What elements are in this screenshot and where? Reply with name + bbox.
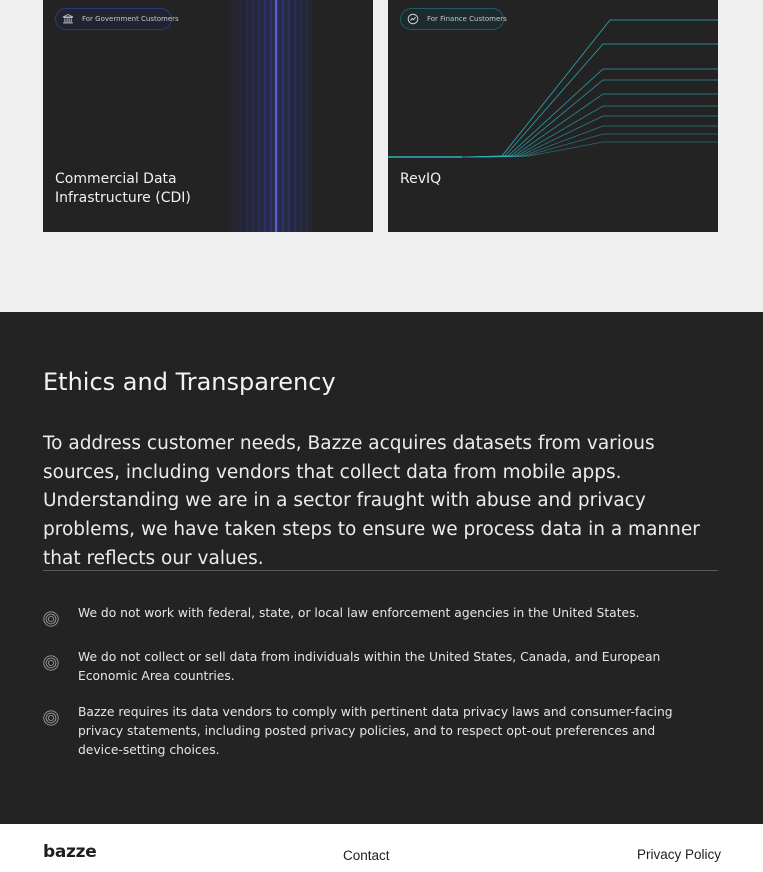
- concentric-circles-icon: [43, 611, 59, 627]
- government-customers-badge: [55, 8, 179, 30]
- building-icon: [62, 13, 74, 25]
- product-title-line: Infrastructure (CDI): [55, 190, 191, 206]
- finance-customers-badge: [400, 8, 507, 30]
- ethics-section: [0, 312, 763, 824]
- product-cards-section: [0, 0, 763, 312]
- product-title: [55, 170, 275, 208]
- section-lead-paragraph: To address customer needs, Bazze acquires datasets from various sources, including vendors that collect data from mobile apps. Understanding we are in a sector fraught with abuse and privacy problems, we have taken steps to ensure we process data in a manner that reflects our values.: [43, 433, 700, 569]
- product-card-cdi[interactable]: [43, 0, 373, 232]
- badge-label: For Finance Customers: [427, 15, 507, 23]
- section-title: Ethics and Transparency: [43, 368, 336, 396]
- concentric-circles-icon: [43, 710, 59, 726]
- policy-text: Bazze requires its data vendors to comply with pertinent data privacy laws and consumer-facing privacy statements, including posted privacy policies, and to respect opt-out preferences and device-setting choices.: [78, 705, 673, 757]
- product-card-reviq[interactable]: [388, 0, 718, 232]
- product-title: [400, 170, 620, 189]
- footer: [0, 824, 763, 872]
- product-title-line: RevIQ: [400, 171, 442, 187]
- divider: [43, 570, 718, 571]
- bazze-logo[interactable]: bazze: [43, 842, 97, 862]
- policy-text: We do not collect or sell data from individuals within the United States, Canada, and European Economic Area countries.: [78, 650, 661, 683]
- fanning-lines-graphic: [388, 0, 718, 232]
- concentric-circles-icon: [43, 655, 59, 671]
- privacy-policy-link[interactable]: Privacy Policy: [637, 847, 722, 862]
- badge-label: For Government Customers: [82, 15, 179, 23]
- product-title-line: Commercial Data: [55, 171, 177, 187]
- chart-trend-icon: [407, 13, 419, 25]
- policy-text: We do not work with federal, state, or local law enforcement agencies in the United States.: [78, 606, 640, 620]
- contact-link[interactable]: Contact: [343, 848, 390, 863]
